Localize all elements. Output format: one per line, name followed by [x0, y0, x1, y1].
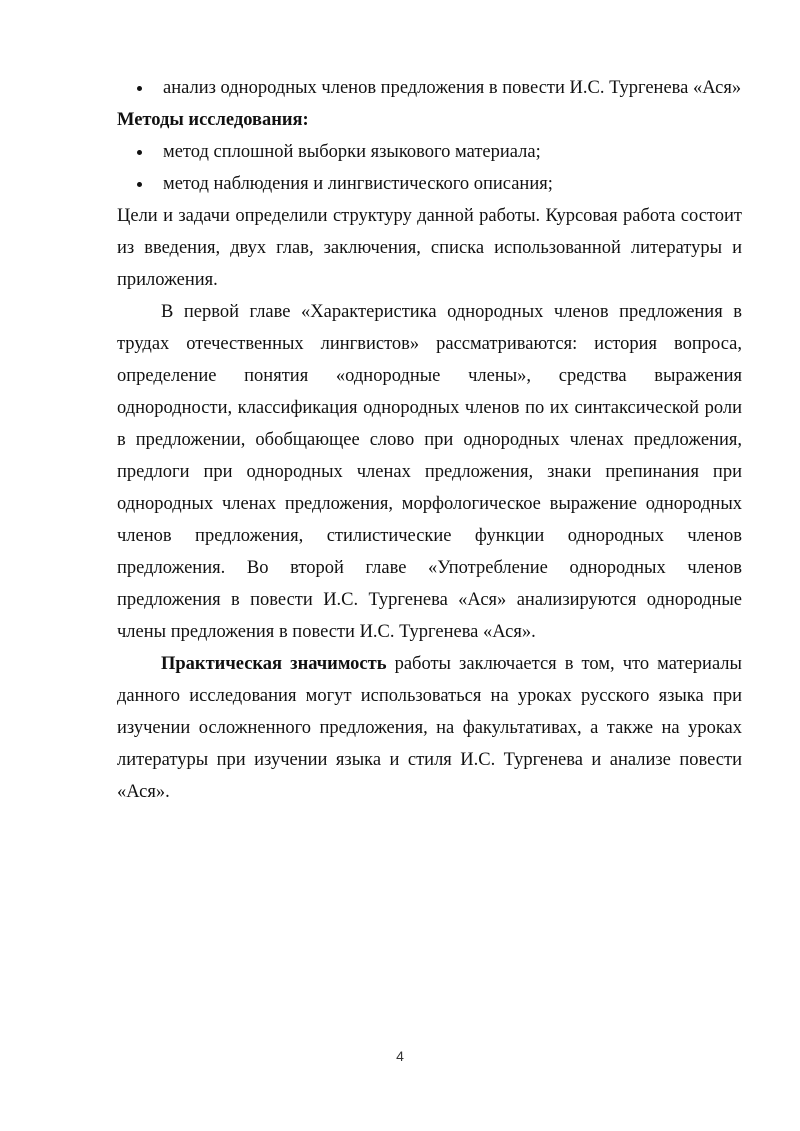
practical-significance-term: Практическая значимость — [161, 654, 387, 674]
practical-significance-paragraph — [117, 648, 742, 808]
objectives-list — [117, 72, 742, 104]
methods-heading: Методы исследования: — [117, 110, 309, 130]
document-body — [117, 72, 742, 808]
bullet-icon — [137, 150, 142, 155]
methods-list — [117, 136, 742, 200]
practical-significance-text: работы заключается в том, что материалы данного исследования могут использоваться на уроках русского языка при изучении осложненного предложения, на факультативах, а также на уроках литературы при изучении языка и стиля И.С. Тургенева и анализе повести «Ася». — [117, 654, 742, 802]
bullet-icon — [137, 182, 142, 187]
list-item — [117, 168, 742, 200]
bullet-icon — [137, 86, 142, 91]
list-item — [117, 72, 742, 104]
page-number: 4 — [396, 1048, 404, 1064]
list-item — [117, 136, 742, 168]
list-item-text: метод сплошной выборки языкового материала; — [163, 142, 541, 162]
list-item-text: метод наблюдения и лингвистического описания; — [163, 174, 553, 194]
chapters-paragraph: В первой главе «Характеристика однородных членов предложения в трудах отечественных лингвистов» рассматриваются: история вопроса, определение понятия «однородные члены», средства выражения однородности, классификация однородных членов по их синтаксической роли в предложении, обобщающее слово при однородных членах предложения, предлоги при однородных членах предложения, знаки препинания при однородных членах предложения, морфологическое выражение однородных членов предложения, стилистические функции однородных членов предложения. Во второй главе «Употребление однородных членов предложения в повести И.С. Тургенева «Ася» анализируются однородные члены предложения в повести И.С. Тургенева «Ася». — [117, 302, 742, 642]
structure-paragraph: Цели и задачи определили структуру данной работы. Курсовая работа состоит из введения, двух глав, заключения, списка использованной литературы и приложения. — [117, 206, 742, 290]
list-item-text: анализ однородных членов предложения в повести И.С. Тургенева «Ася» — [163, 78, 742, 98]
